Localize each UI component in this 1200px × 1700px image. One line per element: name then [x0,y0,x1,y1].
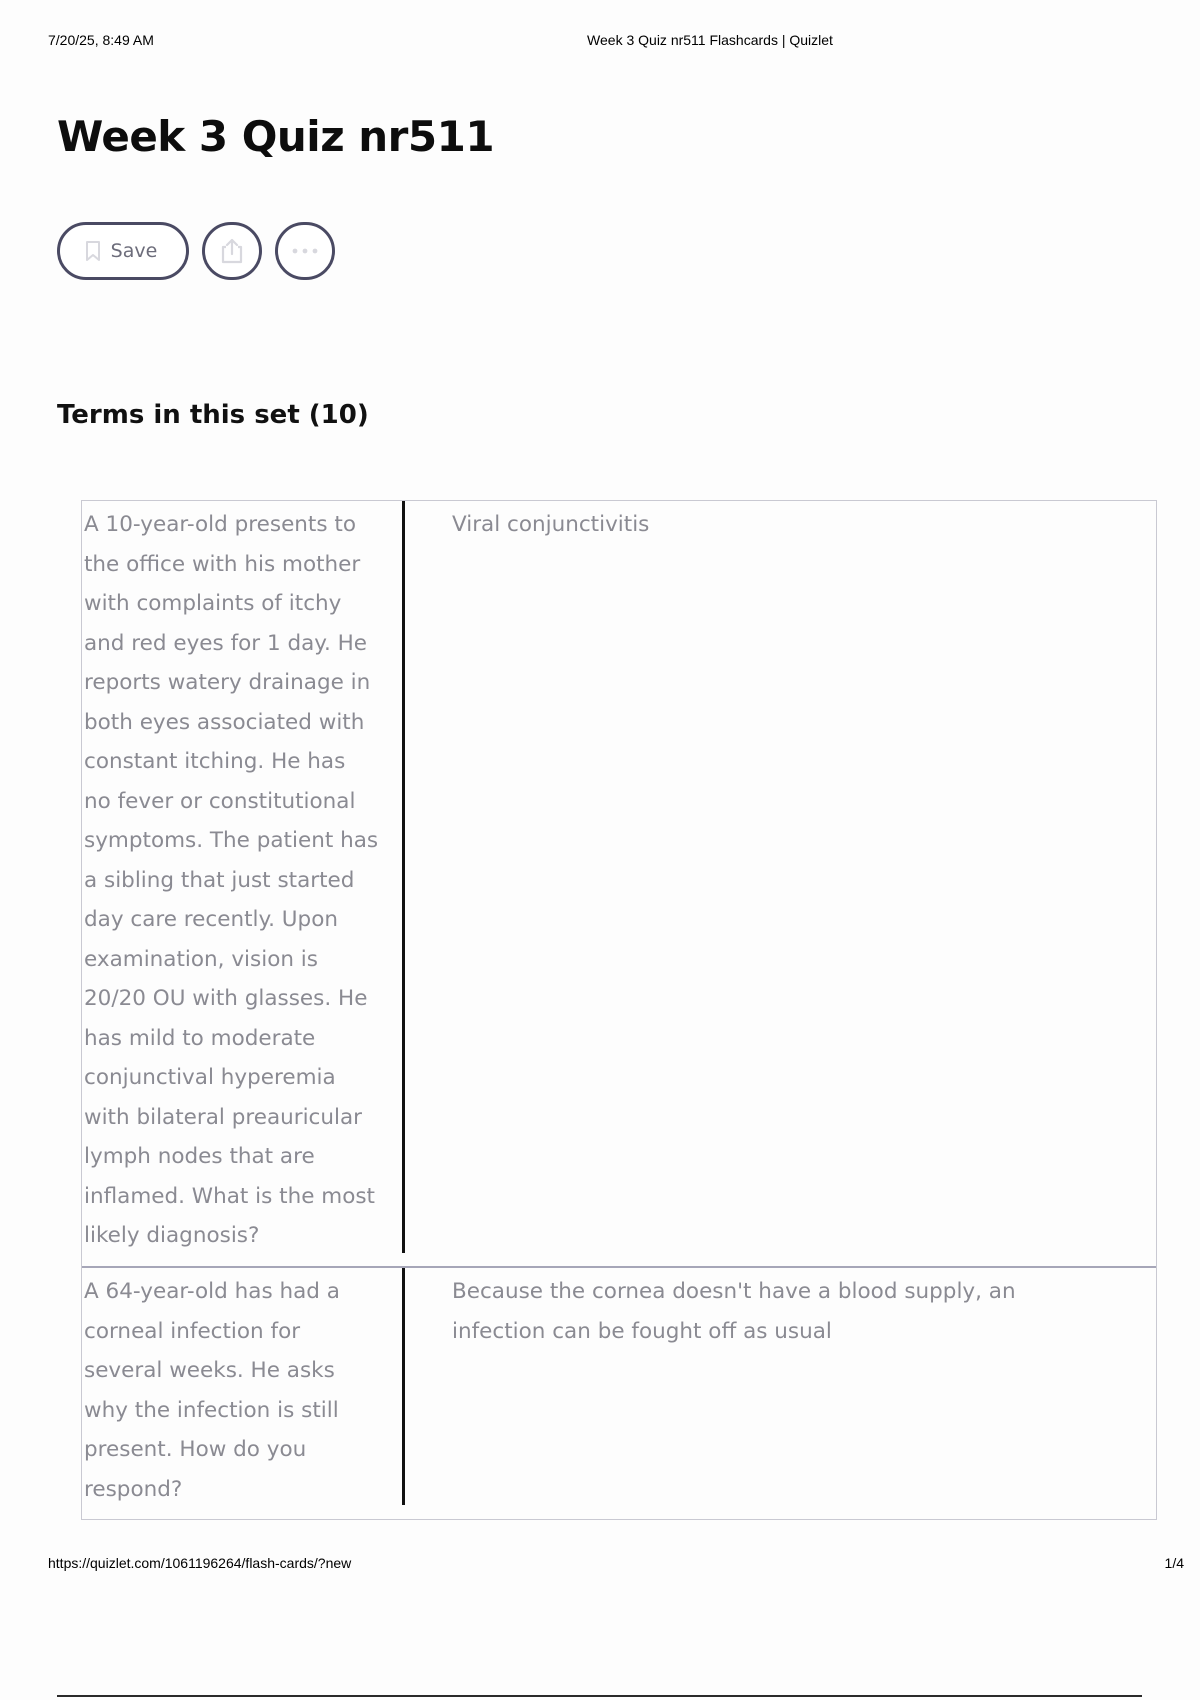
save-button[interactable] [57,222,189,280]
definition-text: Viral conjunctivitis [452,512,650,537]
more-options-icon [291,247,319,255]
print-footer-page-number: 1/4 [1164,1555,1184,1571]
save-button-label: Save [110,240,158,262]
definition-text: Because the cornea doesn't have a blood supply, an infection can be fought off as usual [452,1279,1016,1344]
print-header-datetime: 7/20/25, 8:49 AM [48,32,154,48]
set-title: Week 3 Quiz nr511 [57,112,495,161]
term-row [82,1268,1156,1519]
print-header-page-title: Week 3 Quiz nr511 Flashcards | Quizlet [587,32,833,48]
print-footer-url: https://quizlet.com/1061196264/flash-cards/?new [48,1555,352,1571]
term-text: A 64-year-old has had a corneal infection for several weeks. He asks why the infection is still present. How do you respond? [84,1279,340,1502]
more-options-button[interactable] [275,222,335,280]
term-row [82,501,1156,1268]
term-definition-divider [402,501,405,1253]
share-button[interactable] [202,222,262,280]
terms-heading: Terms in this set (10) [57,400,369,430]
share-icon [219,237,245,265]
term-text: A 10-year-old presents to the office with his mother with complaints of itchy and red eyes for 1 day. He reports watery drainage in both eyes associated with constant itching. He has no fever or constitutional symptoms. The patient has a sibling that just started day care recently. Upon examination, vision is 20/20 OU with glasses. He has mild to moderate conjunctival hyperemia with bilateral preauricular lymph nodes that are inflamed. What is the most likely diagnosis? [84,512,379,1248]
bottom-rule [57,1695,1142,1697]
term-definition-divider [402,1268,405,1505]
bookmark-icon [85,241,101,261]
terms-table [81,500,1157,1520]
